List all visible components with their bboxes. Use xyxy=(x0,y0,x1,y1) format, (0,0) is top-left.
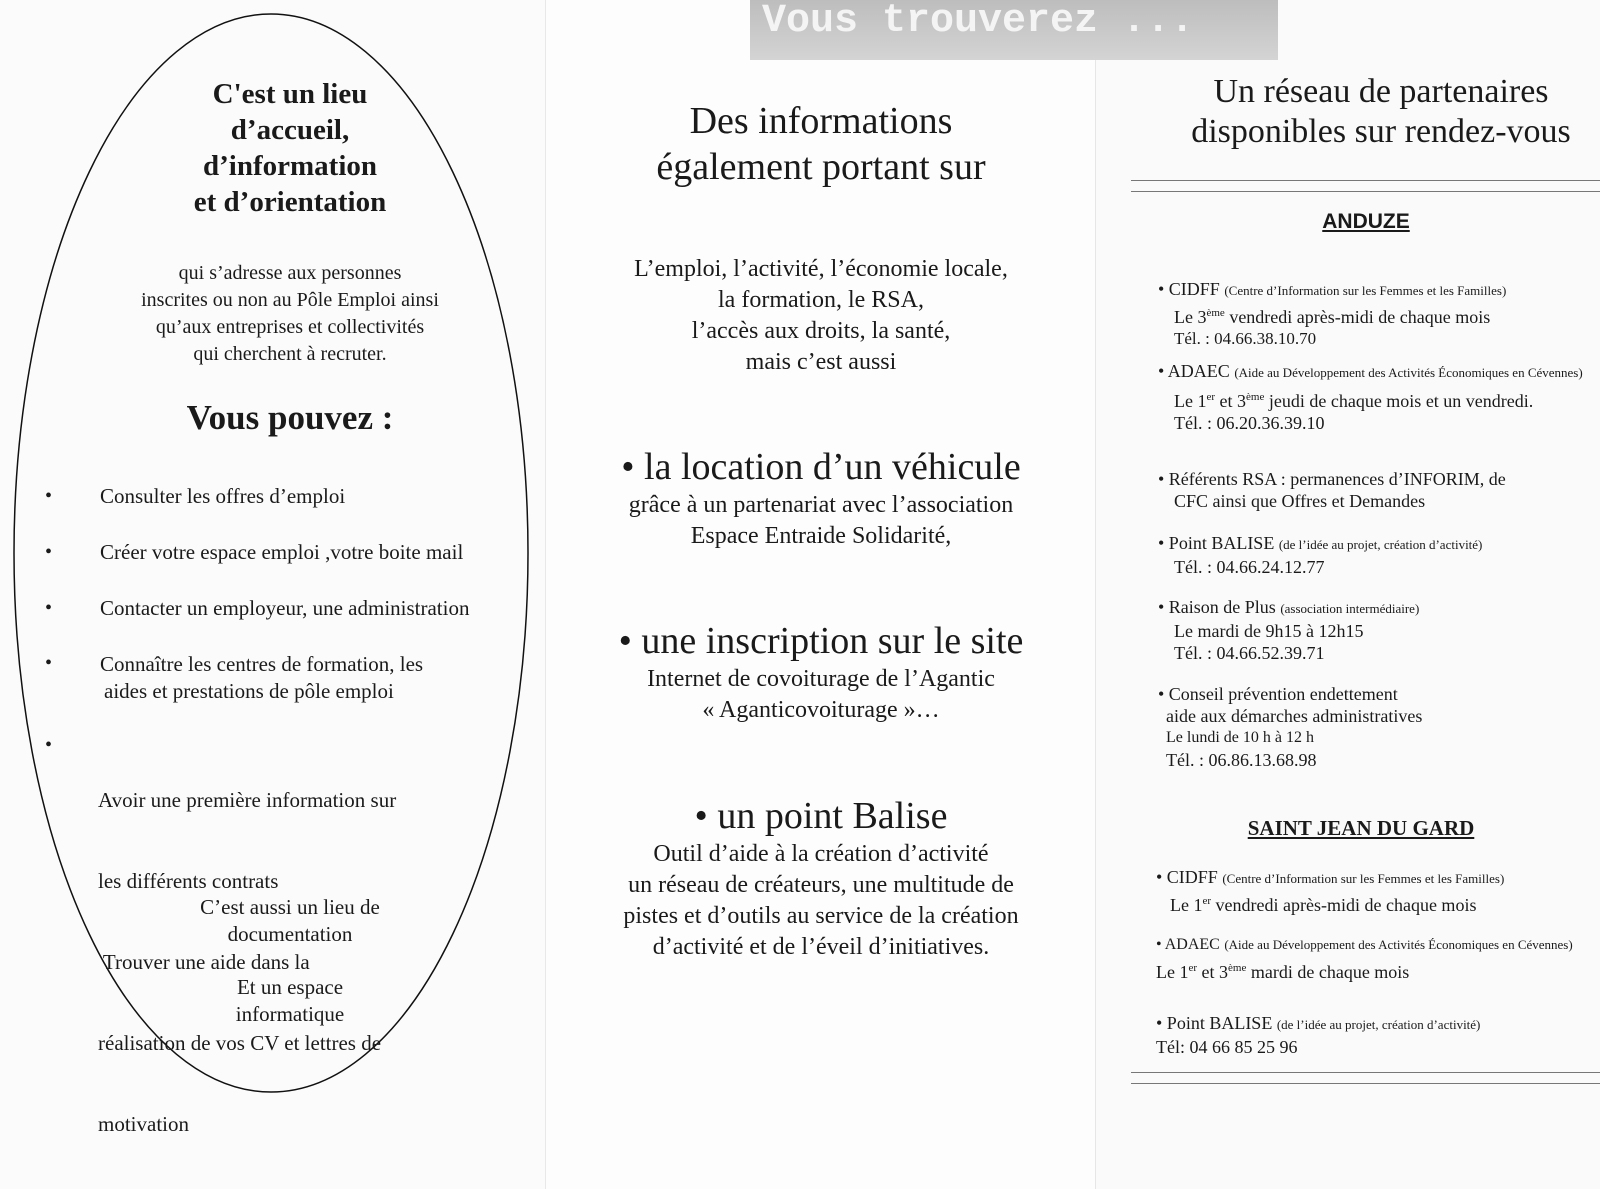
heading-line: également portant sur xyxy=(656,146,986,188)
heading-line: d’accueil, xyxy=(230,114,350,146)
info-line: informatique xyxy=(235,1002,345,1026)
partner-name: • Point BALISE xyxy=(1158,533,1275,553)
intro-line: qui cherchent à recruter. xyxy=(193,343,387,365)
section-title: • un point Balise xyxy=(694,795,948,837)
partner-conseil-endettement xyxy=(1158,683,1422,771)
schedule: ème xyxy=(1206,307,1225,319)
schedule: er xyxy=(1188,962,1198,974)
schedule: er xyxy=(1202,895,1212,907)
heading-line: disponibles sur rendez-vous xyxy=(1191,113,1571,150)
partner-detail: (de l’idée au projet, création d’activité) xyxy=(1278,537,1483,552)
section-vehicle xyxy=(546,444,1096,552)
list-item-line: Trouver une aide dans la xyxy=(98,950,310,974)
city-anduze: ANDUZE xyxy=(1322,210,1410,233)
rsa-line: • Référents RSA : permanences d’INFORIM, de xyxy=(1158,469,1506,489)
section-title: • une inscription sur le site xyxy=(618,620,1024,662)
bullet-icon: • xyxy=(45,597,53,619)
partner-name: • ADAEC xyxy=(1156,936,1220,953)
phone: Tél: 04 66 85 25 96 xyxy=(1156,1037,1298,1057)
section-line: pistes et d’outils au service de la création xyxy=(623,903,1019,929)
intro-line: inscrites ou non au Pôle Emploi ainsi xyxy=(141,289,439,311)
intro-line: qui s’adresse aux personnes xyxy=(178,262,402,284)
schedule: ème xyxy=(1246,391,1265,403)
partner-cidff-saint-jean xyxy=(1156,866,1504,916)
left-heading xyxy=(90,76,490,220)
partner-detail: (Centre d’Information sur les Femmes et les Familles) xyxy=(1224,283,1507,298)
info-line: Et un espace xyxy=(236,975,344,999)
city-saint-jean-du-gard: SAINT JEAN DU GARD xyxy=(1247,816,1475,840)
middle-panel xyxy=(545,0,1096,1189)
schedule: ème xyxy=(1228,962,1247,974)
heading-line: Des informations xyxy=(689,100,953,142)
topic-line: mais c’est aussi xyxy=(745,349,897,375)
partner-name: • CIDFF xyxy=(1156,867,1218,887)
partner-cidff-anduze xyxy=(1158,278,1506,350)
partner-name: • Raison de Plus xyxy=(1158,597,1276,617)
topics xyxy=(546,254,1096,378)
list-item-line: réalisation de vos CV et lettres de xyxy=(98,1031,382,1055)
partner-raison-de-plus xyxy=(1158,596,1419,664)
schedule: Le 3 xyxy=(1174,307,1207,327)
section-line: un réseau de créateurs, une multitude de xyxy=(628,872,1014,898)
partner-name: • CIDFF xyxy=(1158,279,1220,299)
topic-line: L’emploi, l’activité, l’économie locale, xyxy=(634,256,1008,282)
divider xyxy=(1131,180,1600,192)
phone: Tél. : 04.66.52.39.71 xyxy=(1174,643,1325,663)
partner-detail: (Aide au Développement des Activités Économiques en Cévennes) xyxy=(1234,365,1583,380)
section-line: Outil d’aide à la création d’activité xyxy=(653,841,989,867)
vous-pouvez-heading: Vous pouvez : xyxy=(186,398,394,437)
left-intro xyxy=(80,260,500,368)
partner-detail: (Centre d’Information sur les Femmes et les Familles) xyxy=(1222,871,1505,886)
topic-line: la formation, le RSA, xyxy=(718,287,924,313)
section-line: grâce à un partenariat avec l’association xyxy=(628,492,1014,518)
bullet-icon: • xyxy=(45,485,53,507)
list-item-line: motivation xyxy=(98,1112,189,1136)
bullet-icon: • xyxy=(45,652,53,674)
informatique-note xyxy=(190,974,390,1028)
schedule: et 3 xyxy=(1215,391,1247,411)
partner-name: • ADAEC xyxy=(1158,361,1230,381)
partner-balise-saint-jean xyxy=(1156,1012,1480,1058)
middle-heading xyxy=(546,98,1096,190)
partner-detail: aide aux démarches administratives xyxy=(1166,706,1423,726)
partner-adaec-saint-jean xyxy=(1156,935,1596,983)
list-item xyxy=(98,733,396,1189)
intro-line: qu’aux entreprises et collectivités xyxy=(155,316,425,338)
heading-line: et d’orientation xyxy=(193,186,387,218)
heading-line: Un réseau de partenaires xyxy=(1213,73,1549,110)
section-line: Internet de covoiturage de l’Agantic xyxy=(647,666,995,692)
partner-detail: (association intermédiaire) xyxy=(1280,601,1420,616)
schedule: vendredi après-midi de chaque mois xyxy=(1224,307,1491,327)
schedule: Le lundi de 10 h à 12 h xyxy=(1166,729,1314,746)
schedule: vendredi après-midi de chaque mois xyxy=(1211,895,1477,915)
partner-name: • Point BALISE xyxy=(1156,1013,1273,1033)
list-item xyxy=(100,651,423,705)
phone: Tél. : 04.66.24.12.77 xyxy=(1174,557,1325,577)
section-line: Espace Entraide Solidarité, xyxy=(690,523,952,549)
schedule: Le mardi de 9h15 à 12h15 xyxy=(1174,621,1364,641)
list-item: Contacter un employeur, une administration xyxy=(100,596,470,620)
right-panel xyxy=(1095,0,1600,1189)
schedule: Le 1 xyxy=(1156,962,1189,982)
list-item-line: Connaître les centres de formation, les xyxy=(100,652,424,676)
doc-line: C’est aussi un lieu de xyxy=(200,895,380,919)
heading-line: C'est un lieu xyxy=(212,78,368,110)
schedule: er xyxy=(1206,391,1216,403)
partner-balise-anduze xyxy=(1158,532,1482,578)
list-item-line: les différents contrats xyxy=(98,869,279,893)
documentation-note xyxy=(140,894,440,948)
list-item-line: Avoir une première information sur xyxy=(98,788,397,812)
left-panel xyxy=(0,0,545,1189)
phone: Tél. : 06.86.13.68.98 xyxy=(1166,750,1317,770)
list-item: Consulter les offres d’emploi xyxy=(100,484,346,508)
schedule: mardi de chaque mois xyxy=(1246,962,1410,982)
section-balise xyxy=(546,793,1096,963)
partner-detail: (de l’idée au projet, création d’activité) xyxy=(1276,1017,1481,1032)
phone: Tél. : 06.20.36.39.10 xyxy=(1174,413,1325,433)
section-title: • la location d’un véhicule xyxy=(621,446,1021,488)
schedule: Le 1 xyxy=(1170,895,1203,915)
list-item: Créer votre espace emploi ,votre boite mail xyxy=(100,540,464,564)
partner-rsa xyxy=(1158,468,1506,512)
heading-line: d’information xyxy=(203,150,377,182)
schedule: et 3 xyxy=(1197,962,1229,982)
right-heading xyxy=(1141,72,1600,152)
phone: Tél. : 04.66.38.10.70 xyxy=(1174,329,1317,348)
topic-line: l’accès aux droits, la santé, xyxy=(691,318,951,344)
divider xyxy=(1131,1072,1600,1084)
section-line: « Aganticovoiturage »… xyxy=(702,697,940,723)
vous-trouverez-banner: Vous trouverez ... xyxy=(750,0,1278,60)
partner-adaec-anduze xyxy=(1158,362,1598,434)
schedule: jeudi de chaque mois et un vendredi. xyxy=(1264,391,1534,411)
doc-line: documentation xyxy=(227,922,353,946)
bullet-icon: • xyxy=(45,734,53,756)
rsa-line: CFC ainsi que Offres et Demandes xyxy=(1174,491,1426,511)
partner-detail: (Aide au Développement des Activités Économiques en Cévennes) xyxy=(1224,937,1573,952)
partner-name: • Conseil prévention endettement xyxy=(1158,684,1398,704)
bullet-icon: • xyxy=(45,541,53,563)
list-item-line: aides et prestations de pôle emploi xyxy=(104,679,394,703)
section-line: d’activité et de l’éveil d’initiatives. xyxy=(652,934,990,960)
section-covoiturage xyxy=(546,618,1096,726)
schedule: Le 1 xyxy=(1174,391,1207,411)
